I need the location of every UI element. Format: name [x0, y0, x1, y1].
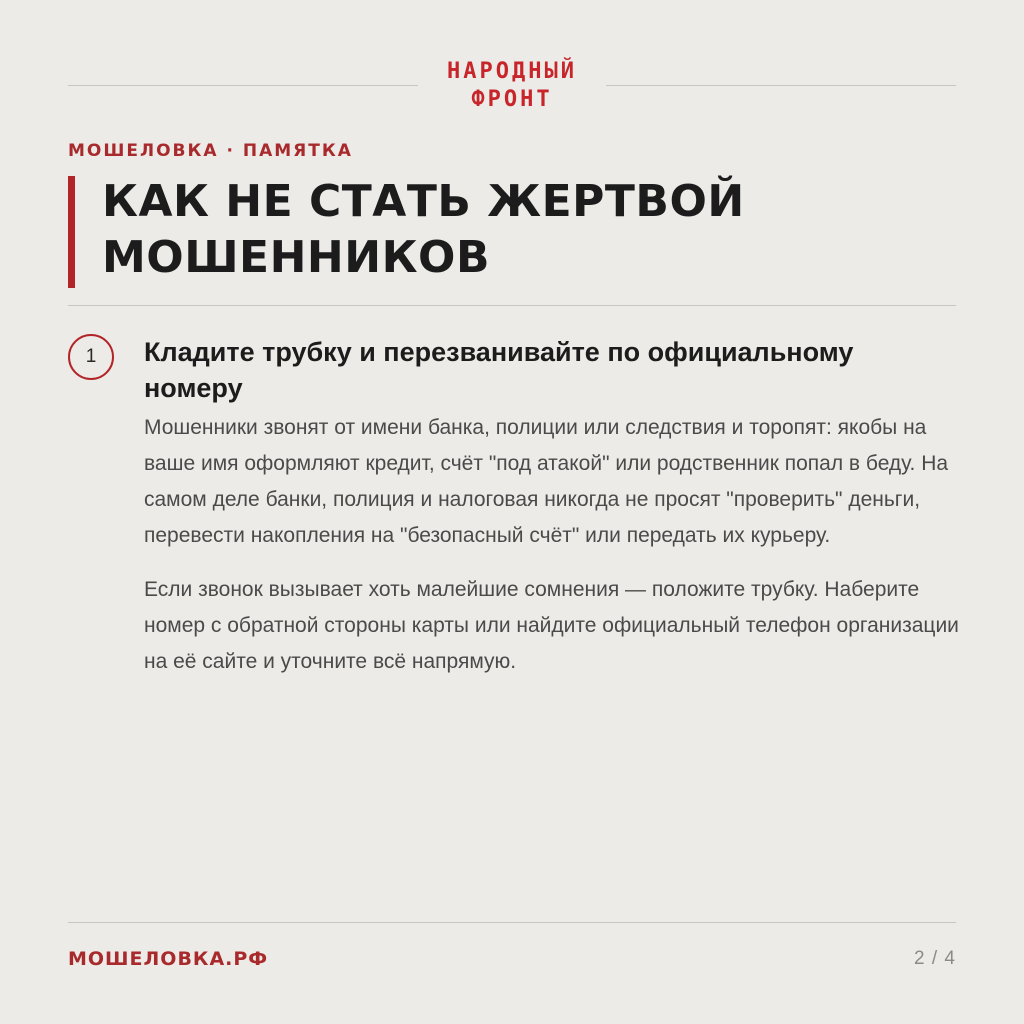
step-heading: Кладите трубку и перезванивайте по официальному номеру [144, 337, 854, 403]
footer-site-name: МОШЕЛОВКА.РФ [68, 948, 269, 970]
header-divider-left [68, 85, 418, 86]
step-paragraph-1: Мошенники звонят от имени банка, полиции или следствия и торопят: якобы на ваше имя оформляют кредит, счёт "под атакой" или родственник попал в беду. На самом деле банки, полиция и налоговая никогда не просят "проверить" деньги, перевести накопления на "безопасный счёт" или передать их курьеру. [144, 416, 949, 547]
page-indicator: 2 / 4 [914, 948, 956, 969]
logo-line-2: ФРОНТ [471, 87, 553, 112]
brand-logo [418, 58, 606, 114]
title-accent-bar [68, 176, 75, 288]
section-kicker: МОШЕЛОВКА · ПАМЯТКА [68, 141, 353, 161]
step-paragraph-2: Если звонок вызывает хоть малейшие сомнения — положите трубку. Наберите номер с обратной стороны карты или найдите официальный телефон организации на её сайте и уточните всё напрямую. [144, 578, 959, 673]
step-body [144, 410, 964, 680]
page-title-line-2: МОШЕННИКОВ [102, 232, 490, 283]
header-divider-right [606, 85, 956, 86]
page-title-line-1: КАК НЕ СТАТЬ ЖЕРТВОЙ [102, 176, 745, 227]
step-number-badge: 1 [68, 334, 114, 380]
title-divider [68, 305, 956, 306]
page-title [102, 174, 962, 286]
footer-divider [68, 922, 956, 923]
logo-line-1: НАРОДНЫЙ [447, 59, 577, 84]
